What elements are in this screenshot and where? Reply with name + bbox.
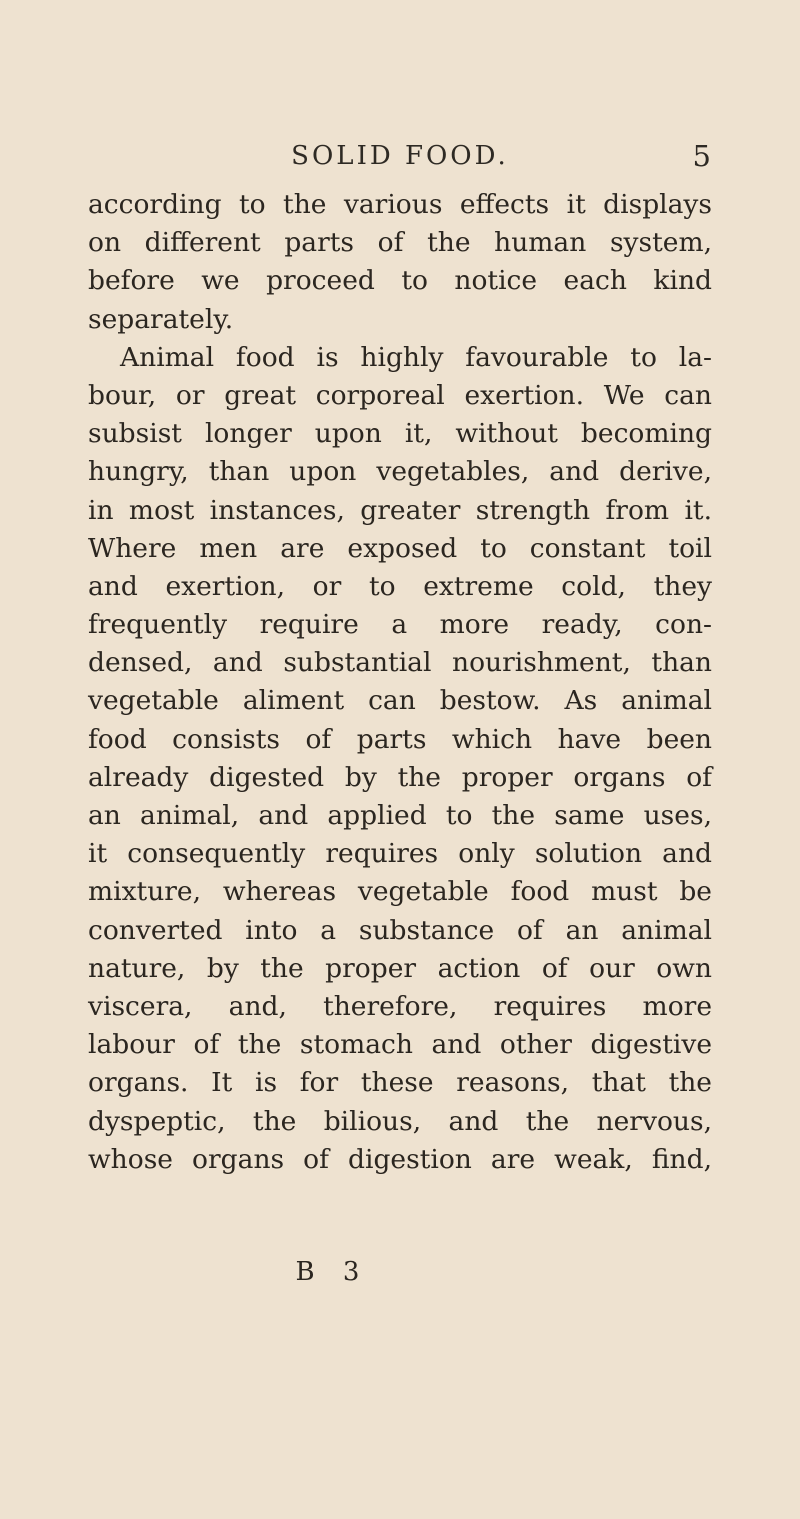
text-line: converted into a substance of an animal bbox=[88, 914, 712, 946]
text-line: Animal food is highly favourable to la- bbox=[120, 341, 712, 373]
text-line: vegetable aliment can bestow. As animal bbox=[88, 685, 712, 717]
text-line: according to the various effects it displays bbox=[88, 189, 712, 220]
text-line: and exertion, or to extreme cold, they bbox=[88, 570, 712, 602]
text-line: Where men are exposed to constant toil bbox=[88, 532, 712, 564]
text-line: mixture, whereas vegetable food must be bbox=[88, 876, 712, 908]
page-number: 5 bbox=[692, 139, 711, 173]
text-line: nature, by the proper action of our own bbox=[88, 952, 712, 984]
text-line: subsist longer upon it, without becoming bbox=[88, 418, 712, 450]
running-head bbox=[0, 136, 800, 176]
text-line: hungry, than upon vegetables, and derive, bbox=[88, 456, 712, 488]
text-line: densed, and substantial nourishment, than bbox=[88, 647, 712, 679]
text-line: viscera, and, therefore, requires more bbox=[88, 990, 712, 1022]
text-line: an animal, and applied to the same uses, bbox=[88, 800, 712, 831]
running-title: SOLID FOOD. bbox=[291, 141, 509, 171]
text-line: organs. It is for these reasons, that the bbox=[88, 1067, 712, 1099]
text-line: separately. bbox=[88, 303, 234, 335]
text-line: already digested by the proper organs of bbox=[88, 761, 712, 793]
text-line: it consequently requires only solution and bbox=[88, 838, 712, 870]
text-line: food consists of parts which have been bbox=[88, 723, 712, 755]
text-line: bour, or great corporeal exertion. We can bbox=[88, 379, 712, 411]
text-line: dyspeptic, the bilious, and the nervous, bbox=[88, 1105, 712, 1137]
body-text bbox=[88, 186, 712, 1179]
text-line: before we proceed to notice each kind bbox=[88, 265, 712, 297]
text-line: whose organs of digestion are weak, find, bbox=[88, 1143, 712, 1175]
text-line: on different parts of the human system, bbox=[88, 227, 712, 259]
text-line: labour of the stomach and other digestive bbox=[88, 1029, 712, 1061]
text-line: frequently require a more ready, con- bbox=[88, 609, 712, 641]
text-line: in most instances, greater strength from it. bbox=[88, 494, 712, 526]
signature-mark: B 3 bbox=[295, 1257, 370, 1287]
